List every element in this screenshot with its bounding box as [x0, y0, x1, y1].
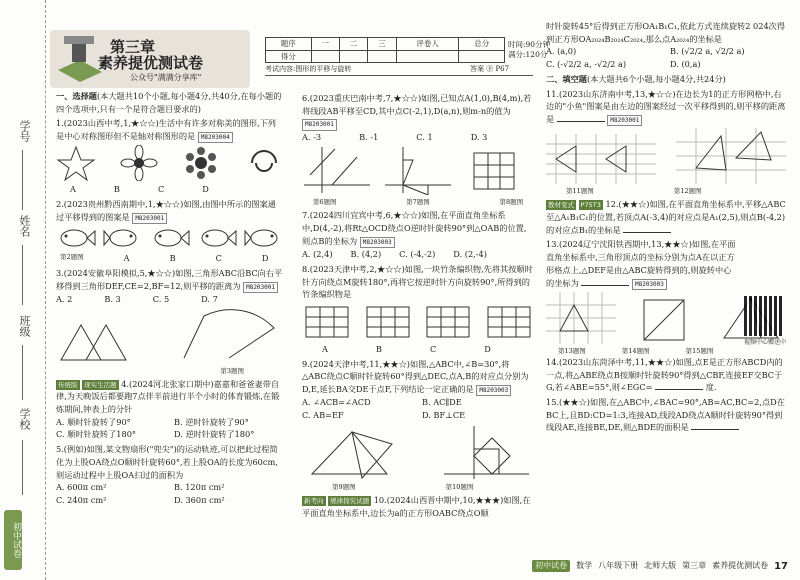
- question-text: 6.(2023重庆巴南中考,7,★☆☆)如图,已知点A(1,0),B(4,m),若将线段AB平移至CD,其中点C(-2,1),D(a,n),则m-n的值为: [302, 93, 532, 116]
- option-b[interactable]: B. 3: [104, 293, 121, 304]
- question-tag: 传统版: [58, 380, 78, 389]
- option-c[interactable]: C: [429, 343, 437, 354]
- fill-line: [22, 345, 23, 400]
- class-label: 班级: [18, 315, 32, 337]
- option-c[interactable]: C. 顺时针旋转了180°: [56, 429, 137, 440]
- fish-icon: [197, 226, 237, 250]
- question-7: [302, 209, 534, 260]
- score-header: 评卷人: [396, 38, 459, 51]
- fill-line: [22, 245, 23, 305]
- option-d[interactable]: D. 7: [201, 293, 218, 304]
- answer-blank[interactable]: [557, 114, 605, 122]
- rotation-figure: [383, 145, 453, 195]
- option-c[interactable]: C. 1: [416, 131, 433, 142]
- score-table: [265, 37, 505, 63]
- question-tag: 教材变式: [548, 201, 574, 210]
- score-header: 三: [368, 38, 396, 51]
- option-b[interactable]: B. 120π cm²: [174, 482, 225, 493]
- footer-title: 素养提优测试卷: [712, 561, 769, 571]
- option-a[interactable]: A. 600π cm²: [56, 482, 107, 493]
- question-text: 9.(2024天津中考,11,★★☆)如图,△ABC中,∠B=30°,将△ABC绕点C顺时针旋转60°得到△DEC,点A,B的对应点分别为D,E,延长BA交DE于点F,下列结论一定正确的是: [302, 358, 529, 395]
- question-tag: 规律探究试题: [330, 496, 370, 505]
- option-d[interactable]: D. 逆时针旋转了180°: [174, 429, 255, 440]
- time-box: [508, 40, 550, 60]
- option-a[interactable]: A. -3: [302, 131, 322, 142]
- question-5: [56, 443, 284, 507]
- section-desc: (本大题共6个小题,每小题4分,共24分): [586, 73, 726, 84]
- option-d[interactable]: D. 3: [470, 131, 488, 142]
- fish-grid-figure: [546, 134, 656, 184]
- option-a[interactable]: A: [70, 184, 76, 195]
- score-cell[interactable]: [396, 50, 459, 63]
- figure-caption: 第9题图: [332, 482, 356, 491]
- weave-option-icon: [484, 303, 534, 341]
- score-cell[interactable]: [459, 50, 505, 63]
- q11-figures: [546, 128, 786, 184]
- weave-option-icon: [423, 303, 473, 341]
- option-b[interactable]: B. (√2/2 a, √2/2 a): [670, 46, 745, 57]
- question-1: [56, 117, 284, 196]
- option-c[interactable]: C: [215, 253, 222, 264]
- weave-option-icon: [363, 303, 413, 341]
- option-a[interactable]: A. ∠ACB=∠ACD: [302, 397, 371, 408]
- answer-blank[interactable]: [691, 422, 739, 430]
- score-cell[interactable]: [368, 50, 396, 63]
- chapter-title: 第三章: [110, 38, 156, 56]
- score-cell[interactable]: [311, 50, 339, 63]
- column-2: [302, 92, 534, 521]
- figure-caption: 第13题图: [558, 346, 586, 355]
- qr-code-icon[interactable]: [744, 296, 784, 336]
- question-text: 12.(★★☆)如图,在平面直角坐标系中,平移△ABC至△A₁B₁C₁的位置,若顶点A(-3,4)的对应点是A₁(2,5),则点B(-4,2)的对应点B₁的坐标是: [546, 199, 786, 235]
- figure-caption: 第15题图: [685, 346, 714, 355]
- score-cell[interactable]: [339, 50, 367, 63]
- option-c[interactable]: C. 5: [152, 293, 170, 304]
- question-15: [546, 396, 786, 434]
- answer-blank[interactable]: [623, 225, 671, 233]
- question-text: 5.(例如)如图,某文物扇形("兜尖")的运动轨迹,可以把此过程简化为上股OA绕点O顺时针旋转60°,若上股OA的长度为60cm,则运动过程中上股OA扫过的面积为: [56, 444, 278, 480]
- unit-label: 度.: [705, 382, 717, 393]
- q2-figures: [56, 226, 284, 250]
- option-c[interactable]: C. 240π cm²: [56, 494, 107, 505]
- question-text: 10.(2024山西晋中期中,10,★★★)如图,在平面直角坐标系中,边长为a的正方形OABC绕点O顺: [302, 494, 531, 518]
- question-10-cont: [546, 20, 786, 71]
- header-subtitle: 公众号"满满分享库": [130, 73, 202, 82]
- brand-logo: 初中试卷: [4, 510, 22, 570]
- option-b[interactable]: B: [169, 253, 176, 264]
- score-header: 一: [311, 38, 339, 51]
- option-a[interactable]: A. (a,0): [546, 46, 577, 57]
- question-text: 4.(2024河北张家口期中)嘉嘉和爸爸妻带自律,为天晚饭后都要跑7点伴半前进行半个小时的体育锻炼,在锻炼期间,钟表上的分针: [56, 378, 280, 414]
- question-3: [56, 267, 284, 376]
- footer-subject: 数学: [576, 561, 593, 571]
- full-score: 满分:120分: [508, 49, 548, 59]
- question-text: 8.(2023天津中考,2,★☆☆)如图,一块竹条编织物,先将其按顺时针方向绕点M旋转180°,再将它按逆时针方向旋转90°,所得到的竹条编织物是: [302, 263, 533, 300]
- option-d[interactable]: D. BF⊥CE: [422, 410, 466, 421]
- question-tag: 新考向: [304, 496, 324, 505]
- question-text: 3.(2024安徽阜阳模拟,5,★☆☆)如图,三角形ABC沿BC向右平移得到三角形DEF,CE=2,BF=12,则平移的距离为: [56, 267, 283, 291]
- figure-caption: 第3题图: [220, 366, 244, 375]
- footer-grade: 八年级下册: [598, 561, 639, 571]
- answer-blank[interactable]: [581, 278, 629, 286]
- answer-blank[interactable]: [655, 382, 703, 390]
- option-b[interactable]: B. (4,2): [350, 249, 382, 260]
- fish-icon: [244, 226, 284, 250]
- option-a[interactable]: A. 顺时针旋转了90°: [56, 416, 131, 427]
- question-text: 1.(2023山西中考,1,★☆☆)生活中有许多对称美的图形,下列是中心对称图形但不是轴对称图形的是: [56, 118, 276, 142]
- q6-figures: [302, 145, 534, 195]
- square-rotation-figure: [636, 292, 696, 344]
- fill-line: [22, 440, 23, 495]
- rotated-square-figure: [434, 424, 534, 480]
- exam-scope: 考试内容:图形的平移与旋转: [265, 64, 533, 76]
- question-13: [546, 238, 738, 289]
- option-d[interactable]: D: [202, 184, 209, 195]
- question-2: [56, 198, 284, 265]
- test-title: 素养提优测试卷: [98, 54, 204, 72]
- figure-caption: 第2题图: [60, 253, 84, 262]
- star-pattern-icon: [56, 145, 96, 181]
- question-code: M8203004: [198, 132, 233, 143]
- score-header: 二: [339, 38, 367, 51]
- question-tag: 现实生活题: [84, 380, 117, 389]
- option-b[interactable]: B. 逆时针旋转了90°: [174, 416, 249, 427]
- question-8: [302, 263, 534, 356]
- figure-caption: 第14题图: [621, 346, 650, 355]
- question-9: [302, 358, 534, 492]
- question-14: [546, 356, 786, 394]
- option-c[interactable]: C. (-√2/2 a, -√2/2 a): [546, 59, 627, 70]
- score-header: 题序: [266, 38, 312, 51]
- option-d[interactable]: D: [484, 343, 491, 354]
- option-a[interactable]: A: [322, 343, 328, 354]
- footer-edition: 北师大版: [644, 561, 677, 571]
- question-code: M8203001: [607, 115, 642, 126]
- footer-brand: 初中试卷: [532, 560, 570, 572]
- figure-caption: 第11题图: [566, 187, 594, 196]
- q9-figures: [302, 424, 534, 480]
- score-row-label: 得分: [266, 50, 312, 63]
- option-c[interactable]: C: [157, 184, 165, 195]
- question-text: 7.(2024四川宜宾中考,6,★☆☆)如图,在平面直角坐标系中,D(4,-2),将Rt△OCD绕点O逆时针旋转90°到△OAB的位置,则点B的坐标为: [302, 210, 527, 246]
- weave-option-icon: [302, 303, 352, 341]
- question-4: [56, 378, 284, 442]
- question-code: M8203003: [632, 279, 667, 290]
- school-label: 学校: [18, 408, 32, 430]
- score-header: 总分: [459, 38, 505, 51]
- option-b[interactable]: B. AC∥DE: [422, 397, 462, 408]
- sector-figure: [174, 308, 284, 364]
- question-11: [546, 88, 786, 197]
- student-id-label: 学号: [18, 120, 32, 142]
- question-code: M8203001: [132, 213, 167, 224]
- coordinate-figure: [302, 145, 372, 195]
- qr-caption: 视频中心赠送中: [744, 339, 787, 346]
- fish-icon: [150, 226, 190, 250]
- option-d[interactable]: D. (2,-4): [453, 249, 487, 260]
- option-b[interactable]: B. -1: [359, 131, 379, 142]
- option-d[interactable]: D: [261, 253, 269, 264]
- column-3: [546, 20, 786, 436]
- name-label: 姓名: [18, 215, 32, 237]
- question-6: [302, 92, 534, 207]
- footer-chapter: 第三章: [682, 561, 707, 571]
- fish-icon: [103, 226, 143, 250]
- question-text: 15.(★★☆)如图,在△ABC中,∠BAC=90°,AB=AC,BC=2,点D在BC上,且BD:CD=1:3,连接AD,线段AD绕点A顺时针旋转90°得到线段AE,连接BE,DE,则△BDE的面积是: [546, 396, 785, 433]
- time-limit: 时间:90分钟: [508, 40, 551, 49]
- option-a[interactable]: A: [123, 253, 130, 264]
- question-tag: P75T3: [580, 201, 601, 210]
- question-text: 13.(2024辽宁沈阳铁西期中,13,★★☆)如图,在平面直角坐标系中,三角形顶点的坐标分别为点A在以正方形格点上,△DEF是由△ABC旋转得到的,则旋转中心的坐标为: [546, 239, 736, 288]
- question-code: M8203001: [243, 282, 278, 293]
- question-10: [302, 494, 534, 519]
- question-text: 14.(2023山东菏泽中考,11,★★☆)如图,点E是正方形ABCD内的一点,将△ABE绕点B按顺时针旋转90°得到△CBF,连接EF交BC于G,若∠ABE=55°,则∠EGC=: [546, 356, 783, 393]
- option-b[interactable]: B: [375, 343, 382, 354]
- fish-icon: [56, 226, 96, 250]
- option-c[interactable]: C. AB=EF: [302, 410, 344, 421]
- question-text: 时针旋转45°后得到正方形OA₁B₁C₁,依此方式连续旋转2 024次得到正方形OA₂₀₂₄B₂₀₂₄C₂₀₂₄,那么点A₂₀₂₄的坐标是: [546, 21, 786, 44]
- figure-caption: 第10题图: [445, 482, 474, 491]
- section-title: 一、选择题: [56, 91, 97, 101]
- figure-caption: 第8题图: [499, 198, 524, 207]
- question-12: [546, 198, 786, 236]
- question-code: M8203001: [302, 119, 337, 130]
- q3-figures: [56, 308, 284, 364]
- question-text: 11.(2023山东济南中考,13,★☆☆)在边长为1的正方形网格中,右边的"小鱼"图案是由左边的图案经过一次平移得到的,则平移的距离是: [546, 88, 786, 124]
- binding-margin: [0, 0, 46, 580]
- hexagon-pattern-icon: [181, 145, 221, 181]
- section-title: 二、填空题: [546, 73, 587, 84]
- spiral-pattern-icon: [244, 145, 284, 181]
- petal-pattern-icon: [119, 145, 159, 181]
- weave-figure: [464, 145, 534, 195]
- page-number: 17: [774, 560, 788, 572]
- rotation-grid-figure: [546, 292, 616, 344]
- option-d[interactable]: D. (0,a): [670, 59, 701, 70]
- translated-triangles-figure: [56, 320, 156, 364]
- page-footer: [532, 559, 788, 575]
- q1-figures: [56, 145, 284, 181]
- option-a[interactable]: A. (2,4): [302, 249, 333, 260]
- figure-caption: 第7题图: [406, 198, 430, 207]
- question-code: M8203003: [476, 385, 511, 396]
- option-c[interactable]: C. (-4,-2): [399, 249, 436, 260]
- translated-triangle-grid-figure: [676, 128, 786, 184]
- question-text: 2.(2023贵州黔西南期中,1,★☆☆)如图,由图中所示的图案通过平移得到的图案是: [56, 199, 276, 222]
- option-d[interactable]: D. 360π cm²: [174, 494, 225, 505]
- option-a[interactable]: A. 2: [56, 293, 73, 304]
- section-desc: (本大题共10个小题,每小题4分,共40分,在每小题的四个选项中,只有一个是符合题目要求的): [56, 91, 282, 114]
- column-1: [56, 90, 284, 509]
- fill-line: [22, 150, 23, 210]
- question-code: M8203003: [360, 237, 395, 248]
- option-b[interactable]: B: [113, 184, 120, 195]
- figure-caption: 第6题图: [312, 198, 337, 207]
- rotated-triangle-figure: [302, 424, 402, 480]
- q8-figures: [302, 303, 534, 341]
- figure-caption: 第12题图: [673, 187, 702, 196]
- answer-reference: 答案 ⓟ P67: [470, 65, 510, 73]
